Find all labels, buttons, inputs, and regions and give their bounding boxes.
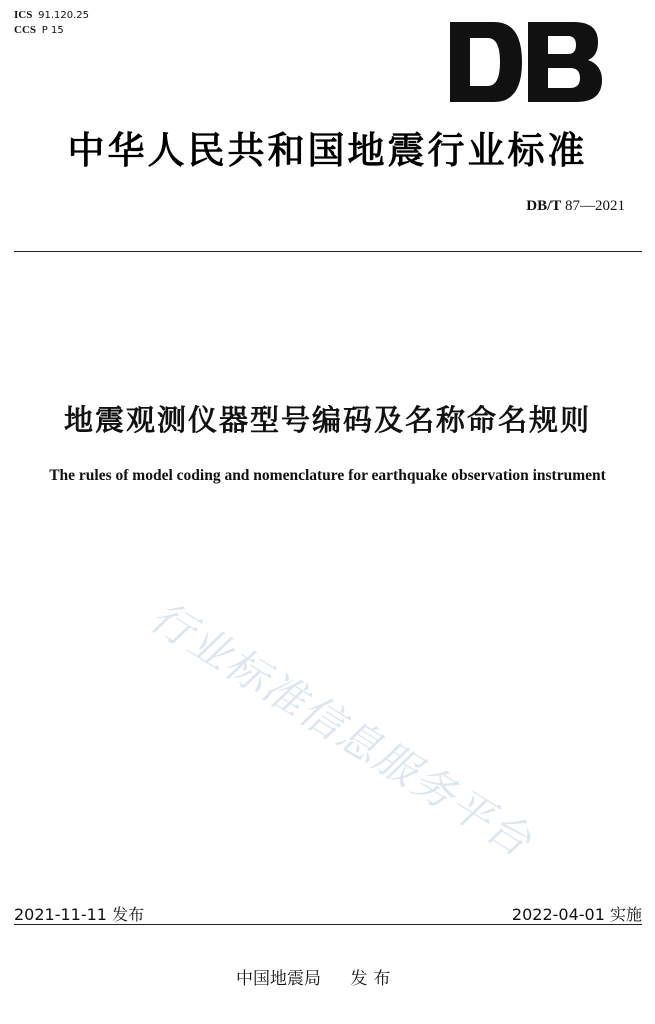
ccs-line xyxy=(14,23,89,38)
standard-category-title: 中华人民共和国地震行业标准 xyxy=(67,129,588,172)
ccs-label: CCS xyxy=(14,24,37,36)
standard-code xyxy=(526,198,625,215)
ics-line xyxy=(14,8,89,23)
top-divider xyxy=(14,251,642,252)
release-date: 2021-11-11 发布 xyxy=(14,905,145,924)
classification-codes xyxy=(14,8,89,38)
standard-code-prefix: DB/T xyxy=(526,198,562,214)
db-logo xyxy=(450,22,602,102)
issuer-name: 中国地震局 xyxy=(236,969,321,989)
document-title-en: The rules of model coding and nomenclature for earthquake observation instrument xyxy=(49,467,606,484)
ics-label: ICS xyxy=(14,9,33,21)
document-title-cn: 地震观测仪器型号编码及名称命名规则 xyxy=(63,403,591,437)
issuer-action: 发布 xyxy=(350,969,397,989)
bottom-divider xyxy=(14,924,642,925)
db-logo-graphic xyxy=(450,22,602,102)
standard-code-number: 87—2021 xyxy=(565,198,625,214)
ics-value: 91.120.25 xyxy=(38,10,89,21)
watermark: 行业标准信息服务平台 xyxy=(141,591,541,867)
issuer xyxy=(236,964,396,989)
ccs-value: P 15 xyxy=(41,25,64,36)
implement-date: 2022-04-01 实施 xyxy=(511,905,642,924)
